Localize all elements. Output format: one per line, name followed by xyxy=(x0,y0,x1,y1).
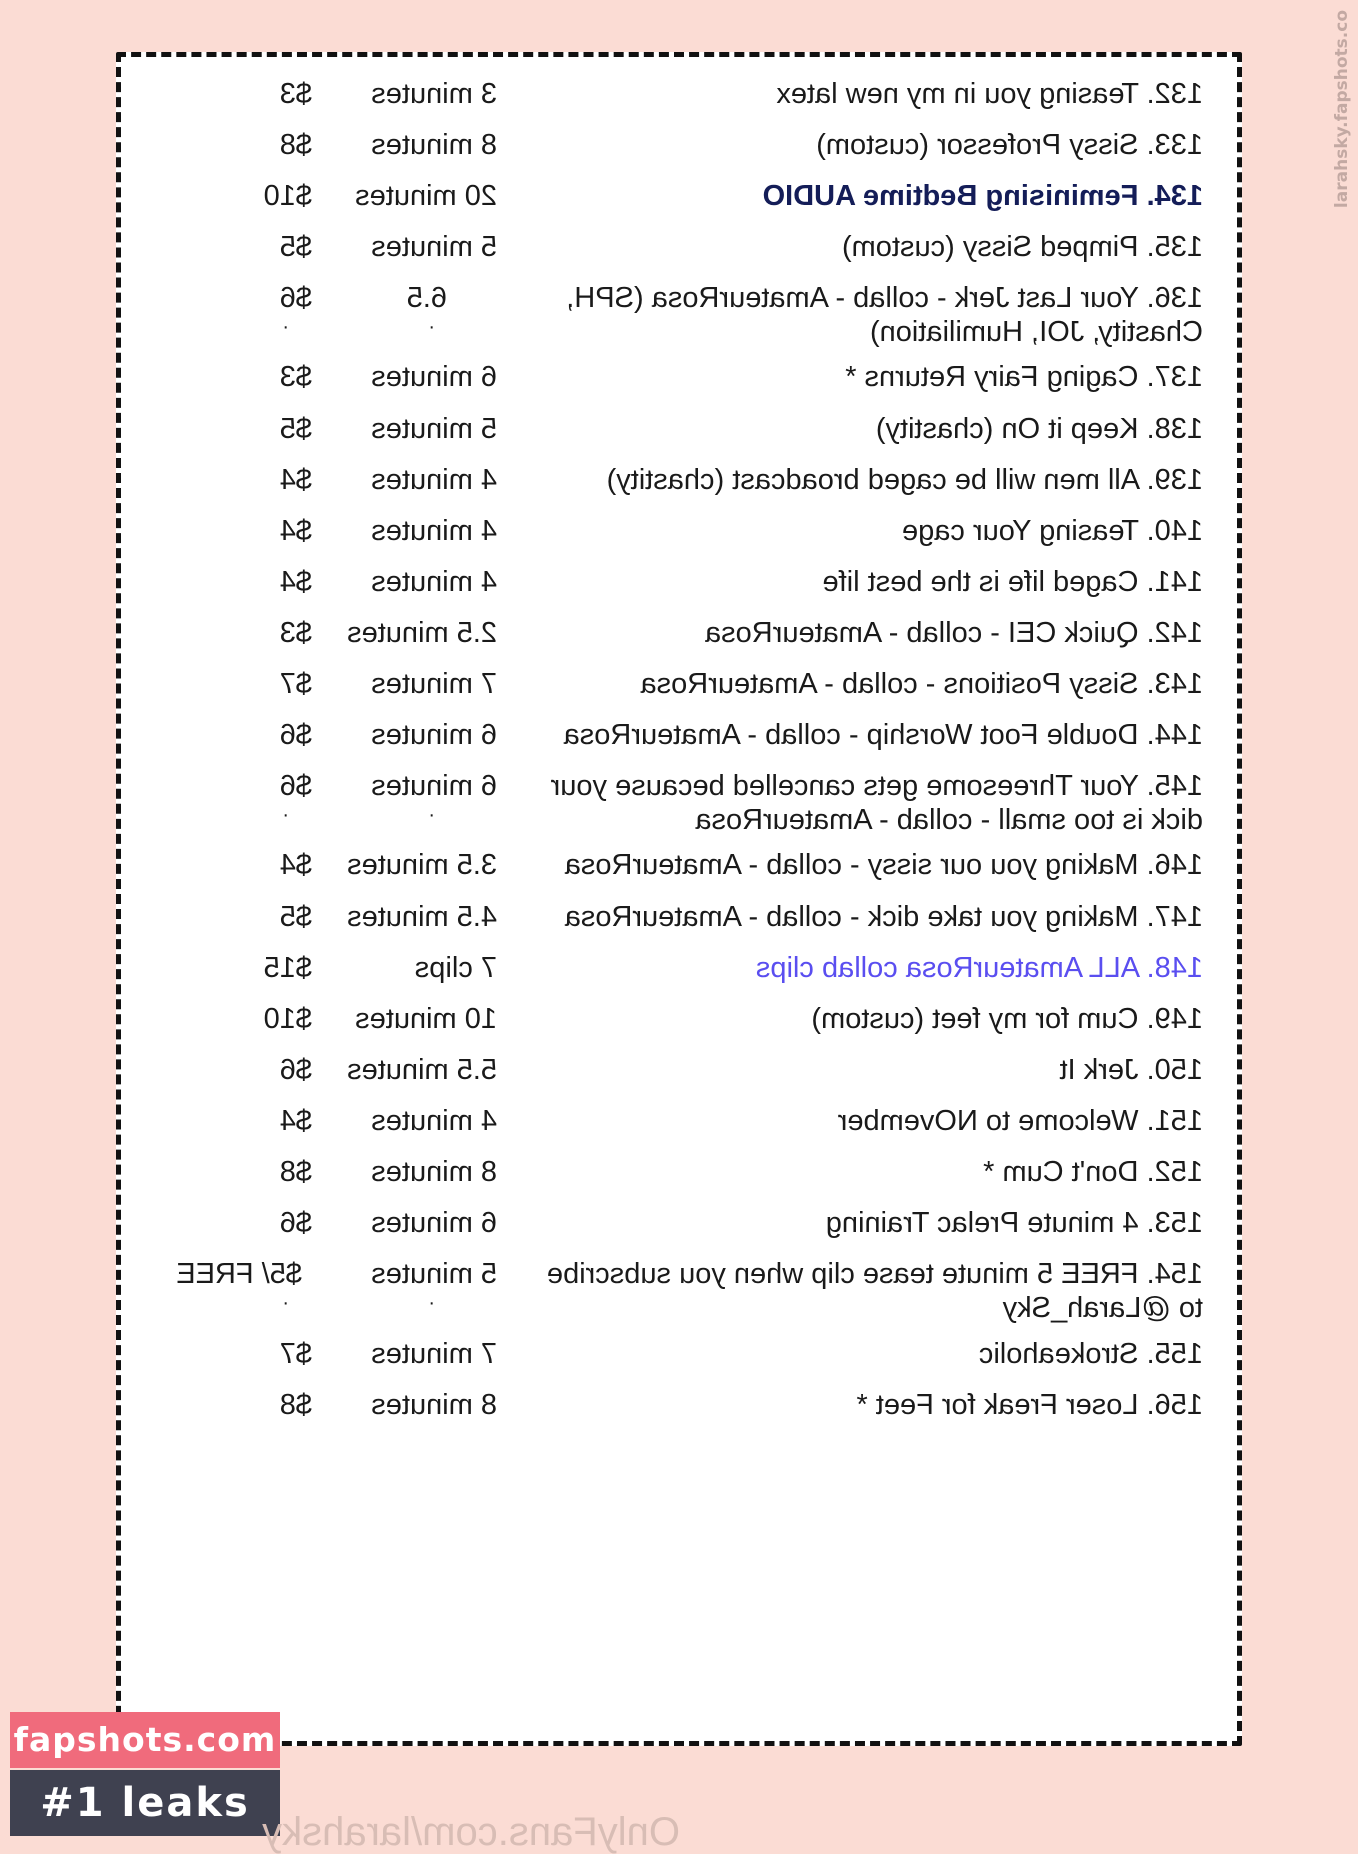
item-price: $7 xyxy=(279,668,312,700)
item-title: 151. Welcome to NOvember xyxy=(837,1105,1203,1137)
item-price: $3 xyxy=(279,617,312,649)
item-title: 137. Caging Fairy Returns * xyxy=(845,361,1203,393)
item-price: $6 xyxy=(279,719,312,751)
item-price: $3 xyxy=(279,361,312,393)
item-title: 156. Loser Freak for Feet * xyxy=(856,1389,1203,1421)
item-duration: 4 minutes xyxy=(371,464,497,496)
item-duration: 10 minutes xyxy=(355,1003,497,1035)
item-title: 154. FREE 5 minute tease clip when you subscribe to @Larah_Sky xyxy=(546,1258,1203,1324)
item-title: 149. Cum for my feet (custom) xyxy=(811,1003,1203,1035)
side-watermark: larahsky.fapshots.co xyxy=(1332,10,1352,209)
item-price: $8 xyxy=(279,129,312,161)
item-title: 136. Your Last Jerk - collab - AmateurRosa (SPH, Chastity, JOI, Humiliation) xyxy=(566,282,1203,348)
item-price: $4 xyxy=(279,515,312,547)
item-price: $4 xyxy=(279,566,312,598)
item-price: $6 xyxy=(279,282,312,314)
item-title: 135. Pimped Sissy (custom) xyxy=(841,231,1203,263)
item-price: $4 xyxy=(279,849,312,881)
item-duration: 7 minutes xyxy=(371,668,497,700)
continuation-dot: · xyxy=(282,316,289,338)
item-duration: 3 minutes xyxy=(371,78,497,110)
item-price: $5 xyxy=(279,413,312,445)
item-title: 146. Making you our sissy - collab - AmateurRosa xyxy=(564,849,1203,881)
item-duration: 8 minutes xyxy=(371,129,497,161)
item-price: $6 xyxy=(279,1207,312,1239)
item-price: $4 xyxy=(279,1105,312,1137)
mirrored-price-list xyxy=(121,57,1237,1741)
item-title: 150. Jerk It xyxy=(1059,1054,1203,1086)
item-title: 148. ALL AmateurRosa collab clips xyxy=(755,952,1203,984)
item-duration: 8 minutes xyxy=(371,1389,497,1421)
tagline-badge: #1 leaks xyxy=(10,1770,280,1836)
item-title: 140. Teasing Your cage xyxy=(901,515,1203,547)
item-price: $15 xyxy=(263,952,312,984)
item-title: 138. Keep it On (chastity) xyxy=(875,413,1203,445)
item-title: 152. Don't Cum * xyxy=(983,1156,1203,1188)
item-duration: 6 minutes xyxy=(371,361,497,393)
item-price: $6 xyxy=(279,770,312,802)
item-duration: 7 clips xyxy=(414,952,497,984)
item-price: $3 xyxy=(279,78,312,110)
continuation-dot: · xyxy=(428,316,435,338)
item-duration: 6 minutes xyxy=(371,770,497,802)
item-price: $5/ FREE xyxy=(176,1258,302,1290)
item-title: 142. Quick CEI - collab - AmateurRosa xyxy=(704,617,1203,649)
item-duration: 7 minutes xyxy=(371,1338,497,1370)
item-duration: 20 minutes xyxy=(355,180,497,212)
item-title: 132. Teasing you in my new latex xyxy=(776,78,1203,110)
item-price: $4 xyxy=(279,464,312,496)
item-title: 147. Making you take dick - collab - AmateurRosa xyxy=(564,901,1203,933)
item-duration: 4.5 minutes xyxy=(347,901,497,933)
menu-card xyxy=(116,52,1242,1746)
item-duration: 3.5 minutes xyxy=(347,849,497,881)
item-duration: 8 minutes xyxy=(371,1156,497,1188)
continuation-dot: · xyxy=(282,804,289,826)
item-title: 145. Your Threesome gets cancelled because your dick is too small - collab - AmateurRosa xyxy=(550,770,1203,836)
item-price: $10 xyxy=(263,180,312,212)
item-title: 153. 4 minute Prelac Training xyxy=(825,1207,1203,1239)
item-duration: 5 minutes xyxy=(371,413,497,445)
item-duration: 4 minutes xyxy=(371,1105,497,1137)
item-duration: 4 minutes xyxy=(371,566,497,598)
continuation-dot: · xyxy=(282,1292,289,1314)
item-title: 155. Strokeaholic xyxy=(978,1338,1203,1370)
item-duration: 5 minutes xyxy=(371,231,497,263)
item-price: $8 xyxy=(279,1389,312,1421)
item-price: $7 xyxy=(279,1338,312,1370)
item-price: $6 xyxy=(279,1054,312,1086)
item-duration: 6.5 xyxy=(406,282,447,314)
item-price: $5 xyxy=(279,231,312,263)
item-duration: 2.5 minutes xyxy=(347,617,497,649)
site-badge[interactable]: fapshots.com xyxy=(10,1712,280,1768)
bottom-watermark: OnlyFans.com/larahsky xyxy=(262,1810,680,1854)
item-price: $8 xyxy=(279,1156,312,1188)
item-duration: 5 minutes xyxy=(371,1258,497,1290)
item-title: 141. Caged life is the best life xyxy=(822,566,1203,598)
item-title: 144. Double Foot Worship - collab - AmateurRosa xyxy=(563,719,1203,751)
item-title: 134. Feminising Bedtime AUDIO xyxy=(762,180,1203,212)
continuation-dot: · xyxy=(428,1292,435,1314)
item-duration: 6 minutes xyxy=(371,1207,497,1239)
item-duration: 4 minutes xyxy=(371,515,497,547)
continuation-dot: · xyxy=(428,804,435,826)
item-title: 133. Sissy Professor (custom) xyxy=(816,129,1203,161)
item-duration: 5.5 minutes xyxy=(347,1054,497,1086)
item-title: 143. Sissy Positions - collab - AmateurRosa xyxy=(640,668,1203,700)
item-price: $10 xyxy=(263,1003,312,1035)
item-duration: 6 minutes xyxy=(371,719,497,751)
item-title: 139. All men will be caged broadcast (chastity) xyxy=(606,464,1203,496)
item-price: $5 xyxy=(279,901,312,933)
